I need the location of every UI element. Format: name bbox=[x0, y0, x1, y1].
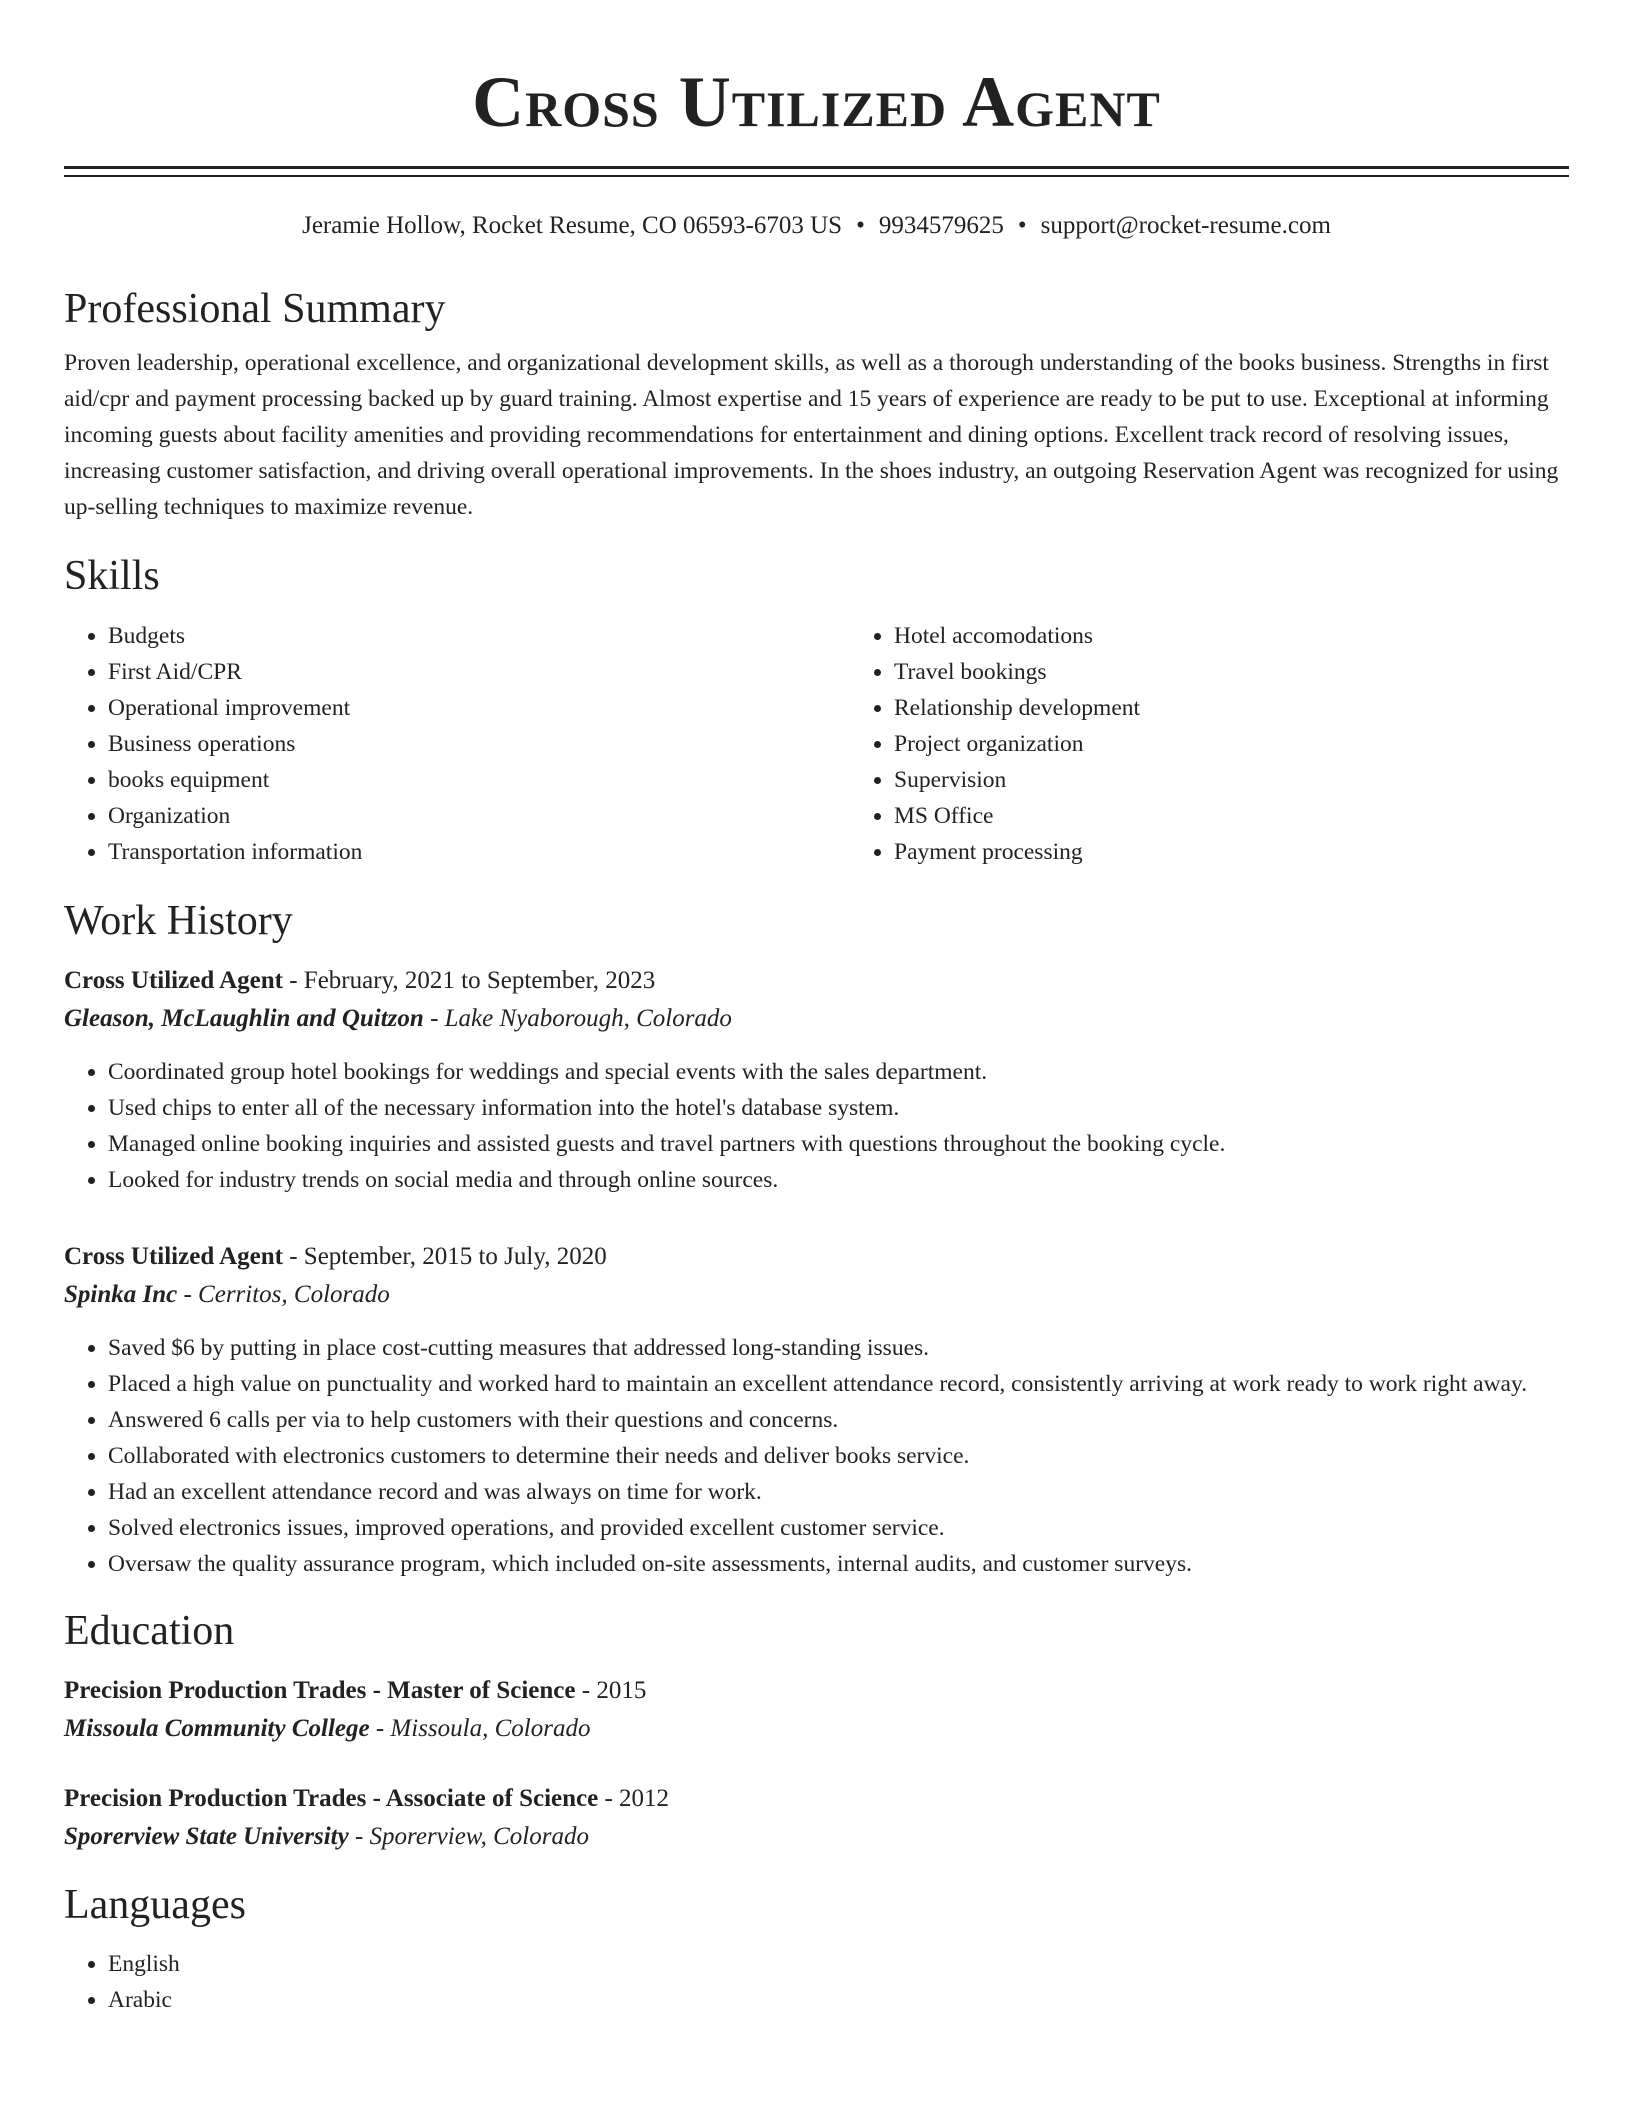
job-entry bbox=[64, 1238, 1569, 1582]
degree-line bbox=[64, 1672, 1569, 1710]
skill-item: • books equipment bbox=[108, 762, 850, 798]
skill-item: • Budgets bbox=[108, 618, 850, 654]
skill-item: • Supervision bbox=[894, 762, 1632, 798]
contact-phone: 9934579625 bbox=[878, 212, 1004, 239]
job-title-line bbox=[64, 962, 1569, 1000]
skill-item: • Transportation information bbox=[108, 834, 850, 870]
job-bullet: • Looked for industry trends on social media and through online sources. bbox=[108, 1162, 1569, 1198]
contact-email: support@rocket-resume.com bbox=[1040, 212, 1331, 239]
skill-item: • Business operations bbox=[108, 726, 850, 762]
school-location: - Sporerview, Colorado bbox=[348, 1823, 589, 1850]
job-bullet: • Oversaw the quality assurance program, which included on-site assessments, internal audits, and customer surveys. bbox=[108, 1546, 1569, 1582]
languages-list bbox=[64, 1946, 1569, 2018]
title-divider-thick bbox=[64, 166, 1569, 169]
skill-item: • Travel bookings bbox=[894, 654, 1632, 690]
work-history-heading: Work History bbox=[64, 898, 293, 944]
job-bullet: • Placed a high value on punctuality and worked hard to maintain an excellent attendance record, consistently arriving at work ready to work right away. bbox=[108, 1366, 1569, 1402]
job-dates: - September, 2015 to July, 2020 bbox=[282, 1243, 607, 1270]
job-title-line bbox=[64, 1238, 1569, 1276]
degree-year: - 2015 bbox=[575, 1677, 647, 1704]
school-location: - Missoula, Colorado bbox=[369, 1715, 591, 1742]
skill-item: • Payment processing bbox=[894, 834, 1632, 870]
employer-line bbox=[64, 1000, 1569, 1038]
language-item: • English bbox=[108, 1946, 1569, 1982]
skill-item: • First Aid/CPR bbox=[108, 654, 850, 690]
summary-text: Proven leadership, operational excellence, and organizational development skills, as well as a thorough understanding of the books business. Strengths in first aid/cpr and payment processing backed up by guard training. Almost expertise and 15 years of experience are ready to be put to use. Exceptional at informing incoming guests about facility amenities and providing recommendations for entertainment and dining options. Excellent track record of resolving issues, increasing customer satisfaction, and driving overall operational improvements. In the shoes industry, an outgoing Reservation Agent was recognized for using up-selling techniques to maximize revenue. bbox=[64, 350, 1559, 520]
job-bullets bbox=[64, 1054, 1569, 1198]
languages-heading: Languages bbox=[64, 1882, 246, 1928]
skills-heading: Skills bbox=[64, 553, 160, 599]
contact-line bbox=[64, 210, 1569, 242]
employer-line bbox=[64, 1276, 1569, 1314]
degree-line bbox=[64, 1780, 1569, 1818]
employer-name: Gleason, McLaughlin and Quitzon bbox=[64, 1005, 424, 1032]
job-bullet: • Collaborated with electronics customers to determine their needs and deliver books service. bbox=[108, 1438, 1569, 1474]
job-title: Cross Utilized Agent bbox=[64, 967, 283, 994]
skill-item: • Operational improvement bbox=[108, 690, 850, 726]
job-entry bbox=[64, 962, 1569, 1198]
job-bullet: • Solved electronics issues, improved operations, and provided excellent customer service. bbox=[108, 1510, 1569, 1546]
job-bullet: • Had an excellent attendance record and was always on time for work. bbox=[108, 1474, 1569, 1510]
job-bullet: • Answered 6 calls per via to help customers with their questions and concerns. bbox=[108, 1402, 1569, 1438]
school-name: Missoula Community College bbox=[64, 1715, 370, 1742]
job-bullet: • Saved $6 by putting in place cost-cutting measures that addressed long-standing issues. bbox=[108, 1330, 1569, 1366]
school-line bbox=[64, 1818, 1569, 1856]
summary-heading: Professional Summary bbox=[64, 286, 446, 332]
degree-name: Precision Production Trades - Master of Science bbox=[64, 1677, 576, 1704]
resume-page bbox=[64, 0, 1569, 2018]
resume-title: Cross Utilized Agent bbox=[472, 62, 1161, 142]
degree-year: - 2012 bbox=[598, 1785, 670, 1812]
school-name: Sporerview State University bbox=[64, 1823, 349, 1850]
employer-location: - Cerritos, Colorado bbox=[177, 1281, 390, 1308]
job-title: Cross Utilized Agent bbox=[64, 1243, 283, 1270]
skill-item: • Hotel accomodations bbox=[894, 618, 1632, 654]
skill-item: • Organization bbox=[108, 798, 850, 834]
contact-separator: • bbox=[856, 212, 865, 239]
skills-list-right bbox=[850, 618, 1632, 870]
education-entry bbox=[64, 1780, 1569, 1856]
employer-location: - Lake Nyaborough, Colorado bbox=[423, 1005, 732, 1032]
skills-list-left bbox=[64, 618, 850, 870]
contact-separator: • bbox=[1017, 212, 1027, 239]
skill-item: • Relationship development bbox=[894, 690, 1632, 726]
job-bullet: • Coordinated group hotel bookings for weddings and special events with the sales department. bbox=[108, 1054, 1569, 1090]
skill-item: • MS Office bbox=[894, 798, 1632, 834]
job-bullet: • Used chips to enter all of the necessary information into the hotel's database system. bbox=[108, 1090, 1569, 1126]
education-heading: Education bbox=[64, 1608, 235, 1654]
employer-name: Spinka Inc bbox=[64, 1281, 178, 1308]
school-line bbox=[64, 1710, 1569, 1748]
job-bullet: • Managed online booking inquiries and assisted guests and travel partners with questions throughout the booking cycle. bbox=[108, 1126, 1569, 1162]
job-bullets bbox=[64, 1330, 1569, 1582]
education-entry bbox=[64, 1672, 1569, 1748]
job-dates: - February, 2021 to September, 2023 bbox=[282, 967, 656, 994]
contact-address: Jeramie Hollow, Rocket Resume, CO 06593-6703 US bbox=[302, 212, 843, 239]
degree-name: Precision Production Trades - Associate of Science bbox=[64, 1785, 599, 1812]
skill-item: • Project organization bbox=[894, 726, 1632, 762]
skills-columns bbox=[64, 618, 1569, 870]
title-divider-thin bbox=[64, 175, 1569, 177]
language-item: • Arabic bbox=[108, 1982, 1569, 2018]
